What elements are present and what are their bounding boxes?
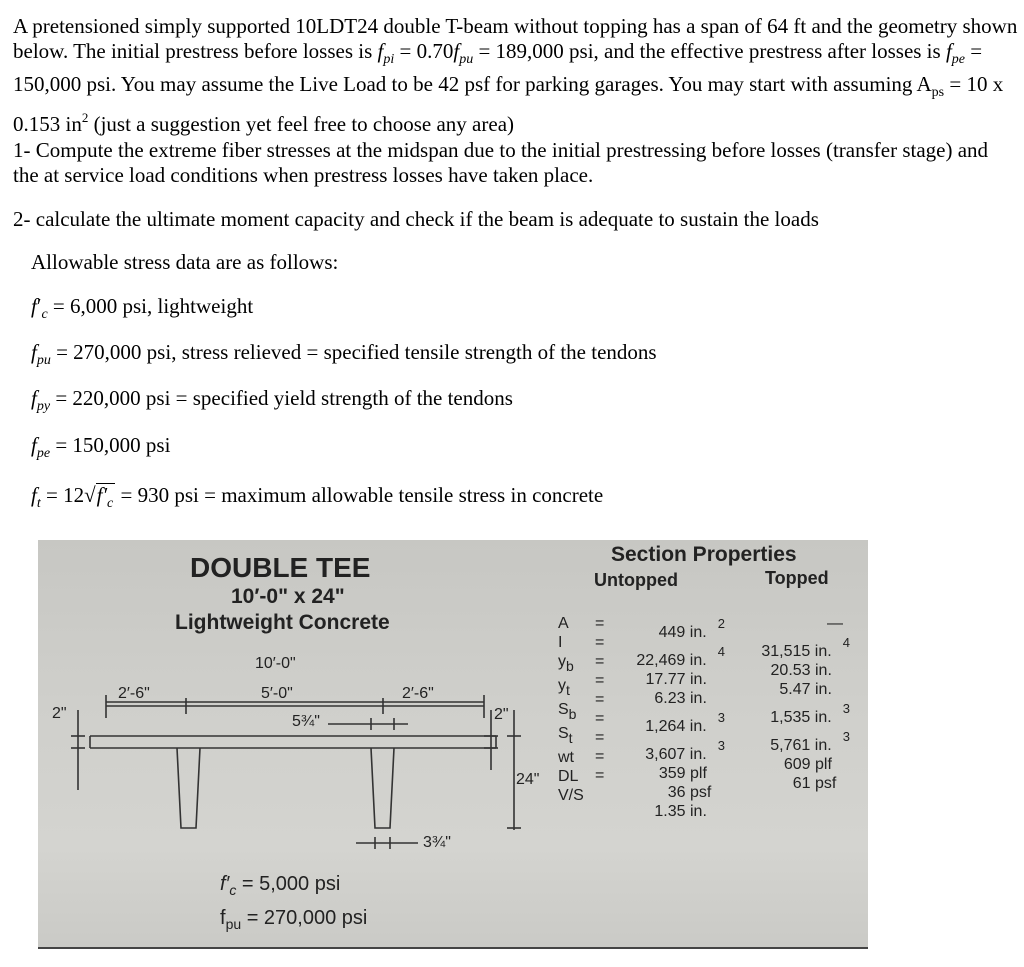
allowable-fpy: $f_{py} = 220,000$ psi = specified yield strength of the tendons: [31, 386, 513, 414]
property-label-row: [558, 786, 584, 805]
dim-overall: 10′-0": [255, 655, 296, 672]
question-1: 1- Compute the extreme fiber stresses at the midspan due to the initial prestressing before losses (transfer stage) and the at service load conditions when prestress losses have taken place.: [13, 138, 989, 187]
property-label-row: [558, 767, 584, 786]
figure-size: 10′-0" x 24": [231, 585, 345, 608]
topped-value: 20.53: [770, 662, 815, 679]
topped-unit: in.: [814, 643, 832, 660]
topped-value-row: [742, 699, 850, 727]
untopped-value: 36: [667, 784, 690, 801]
property-labels: [558, 614, 584, 805]
untopped-unit: in.: [689, 652, 707, 669]
untopped-value-row: [615, 802, 725, 821]
property-label-sub: t: [566, 682, 570, 698]
property-label-sub: t: [568, 730, 573, 746]
property-label-sub: b: [568, 706, 577, 722]
untopped-value-row: [615, 614, 725, 642]
untopped-value: 449: [658, 624, 690, 641]
double-tee-figure: [38, 540, 868, 948]
figure-fc: $f'_c = 5,000$ psi: [220, 873, 341, 898]
property-label: y: [558, 653, 566, 670]
untopped-unit: plf: [690, 765, 707, 782]
property-equals-sign: =: [595, 615, 605, 632]
topped-value-row: [742, 774, 850, 793]
property-equals-sign: =: [595, 634, 605, 651]
topped-value: 5,761: [770, 737, 815, 754]
untopped-unit: in.: [690, 690, 707, 707]
property-equals: [595, 614, 604, 785]
property-label: A: [558, 615, 569, 632]
property-label: wt: [558, 749, 574, 766]
dim-side-flange: 2": [494, 706, 509, 723]
topped-value: 61: [792, 775, 815, 792]
property-label-row: [558, 700, 584, 724]
property-equals-sign: =: [595, 672, 605, 689]
allowable-fpe: $f_{pe} = 150,000$ psi: [31, 433, 171, 461]
untopped-value-row: [615, 689, 725, 708]
property-label-sub: b: [566, 658, 574, 674]
property-equals-sign: =: [595, 767, 605, 784]
dim-right: 2′-6": [402, 685, 434, 702]
problem-statement: A pretensioned simply supported 10LDT24 double T-beam without topping has a span of 64 ft and the geometry shown below. The initial prestress before losses is $f_{pi} = 0.70f_{pu} = 189,000$ psi, and the effective prestress after losses is $f_{pe} = 150,000$ psi. You may assume the Live Load to be 42 psf for parking garages. You may start with assuming $A_{ps} = 10$ x 0.153 $in^2$ (just a suggestion yet feel free to choose any area): [13, 14, 1018, 136]
property-label-row: [558, 633, 584, 652]
untopped-unit: in.: [689, 746, 707, 763]
dim-center: 5′-0": [261, 685, 293, 702]
untopped-value: 359: [658, 765, 690, 782]
property-equals-sign: =: [595, 691, 605, 708]
topped-value-row: [742, 727, 850, 755]
property-label: V/S: [558, 787, 584, 804]
untopped-value-row: [615, 708, 725, 736]
dim-left: 2′-6": [118, 685, 150, 702]
untopped-value-row: [615, 736, 725, 764]
topped-value: 1,535: [770, 709, 815, 726]
property-label: I: [558, 634, 563, 651]
property-label-row: [558, 614, 584, 633]
topped-value-row: [742, 661, 850, 680]
untopped-unit-power: 3: [717, 738, 725, 753]
topped-values: [742, 614, 850, 793]
untopped-value: 22,469: [636, 652, 690, 669]
dim-flange: 2": [52, 705, 67, 722]
property-label-row: [558, 652, 584, 676]
question-2: 2- calculate the ultimate moment capacity and check if the beam is adequate to sustain the loads: [13, 207, 819, 231]
untopped-value: 1.35: [654, 803, 690, 820]
figure-base-line: [38, 947, 868, 949]
topped-unit-power: 3: [842, 729, 850, 744]
dim-depth: 24": [516, 771, 540, 788]
untopped-values: [615, 614, 725, 821]
untopped-value: 6.23: [654, 690, 690, 707]
figure-title: DOUBLE TEE: [190, 552, 371, 583]
allowable-fpu: $f_{pu} = 270,000$ psi, stress relieved = specified tensile strength of the tendons: [31, 340, 657, 368]
untopped-value: 17.77: [645, 671, 690, 688]
untopped-value: 1,264: [645, 718, 690, 735]
property-label: S: [558, 725, 569, 742]
dim-stem-bottom: 3¾": [423, 834, 451, 851]
topped-value: 31,515: [761, 643, 815, 660]
untopped-unit-power: 4: [717, 644, 725, 659]
topped-value: 609: [783, 756, 815, 773]
untopped-value-row: [615, 670, 725, 689]
untopped-unit: in.: [690, 671, 707, 688]
topped-value: 5.47: [779, 681, 815, 698]
topped-value-row: [742, 614, 850, 633]
property-equals-sign: =: [595, 653, 605, 670]
topped-unit: plf: [815, 756, 832, 773]
topped-value-row: [742, 755, 850, 774]
untopped-value-row: [615, 783, 725, 802]
untopped-value: 3,607: [645, 746, 690, 763]
topped-unit: in.: [814, 709, 832, 726]
property-label: S: [558, 701, 569, 718]
untopped-unit-power: 2: [717, 616, 725, 631]
figure-material: Lightweight Concrete: [175, 611, 390, 634]
property-label-row: [558, 748, 584, 767]
topped-unit-power: 3: [842, 701, 850, 716]
topped-unit: psf: [815, 775, 837, 792]
untopped-value-row: [615, 764, 725, 783]
property-label: y: [558, 677, 566, 694]
untopped-unit: in.: [689, 624, 707, 641]
topped-value: —: [827, 615, 843, 632]
untopped-header: Untopped: [594, 570, 678, 590]
allowable-intro: Allowable stress data are as follows:: [31, 250, 339, 274]
property-equals-sign: =: [595, 729, 605, 746]
topped-header: Topped: [765, 568, 829, 588]
allowable-ft: $f_t = 12√f'_c = 930$ psi = maximum allowable tensile stress in concrete: [31, 482, 603, 517]
figure-fpu: $f_{pu} = 270,000$ psi: [220, 907, 368, 932]
property-label-row: [558, 676, 584, 700]
untopped-unit: in.: [690, 803, 707, 820]
untopped-value-row: [615, 642, 725, 670]
section-properties-title: Section Properties: [611, 543, 797, 566]
allowable-fc: $f'_c = 6,000$ psi, lightweight: [31, 294, 254, 322]
untopped-unit: psf: [690, 784, 712, 801]
topped-unit: in.: [815, 681, 832, 698]
property-label: DL: [558, 768, 579, 785]
topped-value-row: [742, 633, 850, 661]
property-label-row: [558, 724, 584, 748]
property-equals-sign: =: [595, 748, 605, 765]
topped-value-row: [742, 680, 850, 699]
topped-unit-power: 4: [842, 635, 850, 650]
dim-stem-top: 5¾": [292, 713, 320, 730]
untopped-unit: in.: [689, 718, 707, 735]
topped-unit: in.: [814, 737, 832, 754]
topped-unit: in.: [815, 662, 832, 679]
untopped-unit-power: 3: [717, 710, 725, 725]
property-equals-sign: =: [595, 710, 605, 727]
